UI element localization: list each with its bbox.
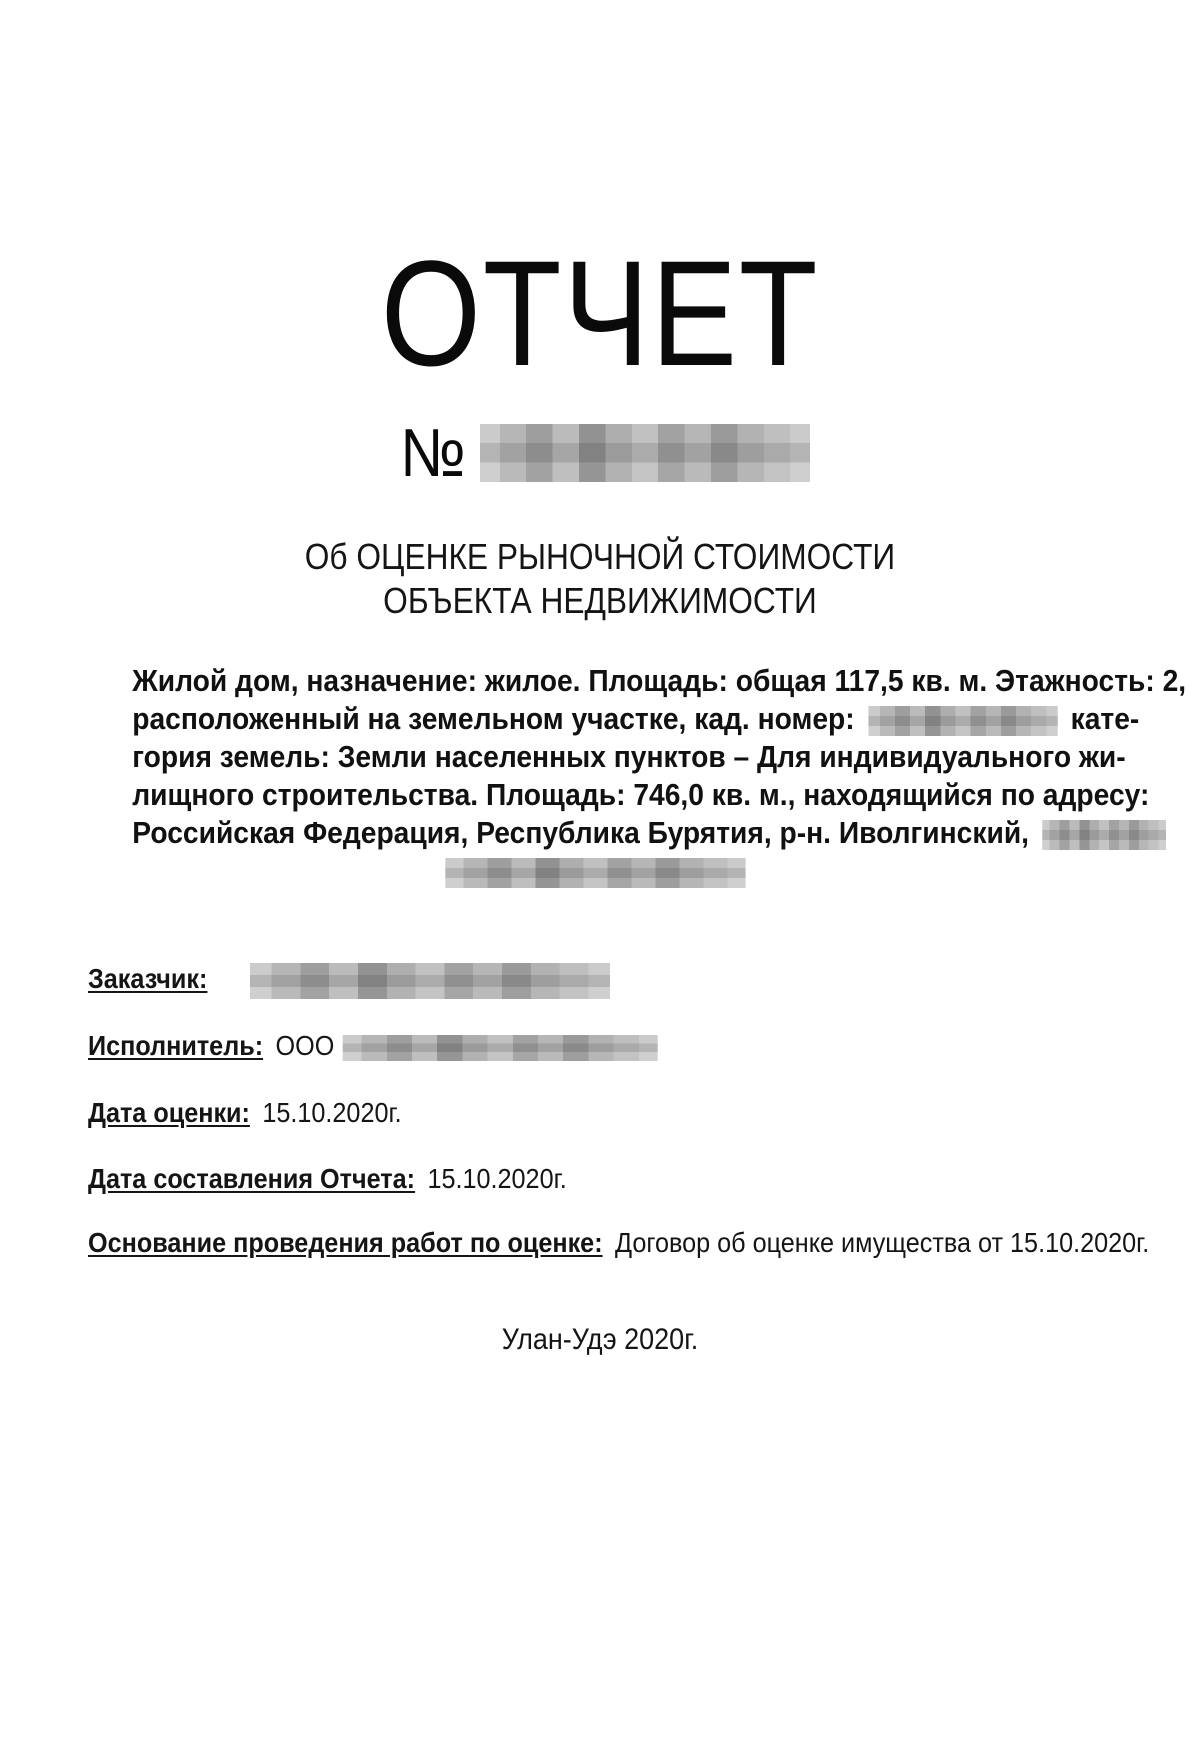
contractor-label: Исполнитель:	[88, 1030, 264, 1061]
report-number	[400, 415, 810, 491]
property-description	[86, 662, 1187, 890]
valuation-date-field	[88, 1096, 402, 1130]
redacted-customer-name	[250, 963, 610, 999]
basis-field	[88, 1226, 1149, 1260]
description-line-2-end: кате-	[1070, 701, 1140, 736]
subtitle-line-2: ОБЪЕКТА НЕДВИЖИМОСТИ	[383, 580, 817, 621]
redacted-address-part-2	[445, 858, 745, 888]
redacted-cadastral-number	[868, 706, 1057, 736]
valuation-date-label: Дата оценки:	[88, 1097, 250, 1128]
report-subtitle	[72, 535, 1128, 623]
city-year: Улан-Удэ 2020г.	[501, 1323, 699, 1356]
valuation-date-value: 15.10.2020г.	[262, 1097, 402, 1128]
redacted-report-number	[480, 424, 810, 482]
customer-field	[88, 962, 610, 999]
report-title: ОТЧЕТ	[380, 229, 820, 397]
description-line-2-start: расположенный на земельном участке, кад. номер:	[132, 701, 855, 736]
description-line-1: Жилой дом, назначение: жилое. Площадь: общая 117,5 кв. м. Этажность: 2,	[132, 663, 1187, 698]
customer-label: Заказчик:	[88, 963, 208, 994]
basis-label: Основание проведения работ по оценке:	[88, 1227, 603, 1258]
description-line-2	[132, 700, 1140, 738]
description-line-4: лищного строительства. Площадь: 746,0 кв. м., находящийся по адресу:	[132, 777, 1150, 812]
redacted-address-part-1	[1042, 820, 1166, 850]
report-date-value: 15.10.2020г.	[427, 1163, 567, 1194]
report-date-label: Дата составления Отчета:	[88, 1163, 416, 1194]
contractor-field	[88, 1029, 658, 1063]
report-date-field	[88, 1162, 567, 1196]
description-line-6	[132, 852, 1067, 890]
subtitle-line-1: Об ОЦЕНКЕ РЫНОЧНОЙ СТОИМОСТИ	[304, 536, 896, 577]
description-line-5-text: Российская Федерация, Республика Бурятия, р-н. Иволгинский,	[132, 815, 1030, 850]
basis-value: Договор об оценке имущества от 15.10.2020г.	[614, 1227, 1150, 1258]
redacted-contractor-name	[343, 1035, 658, 1061]
number-sign: №	[400, 415, 466, 491]
description-line-3: гория земель: Земли населенных пунктов – Для индивидуального жи-	[132, 739, 1126, 774]
description-line-5	[132, 814, 1067, 852]
contractor-value: ООО	[275, 1030, 335, 1061]
